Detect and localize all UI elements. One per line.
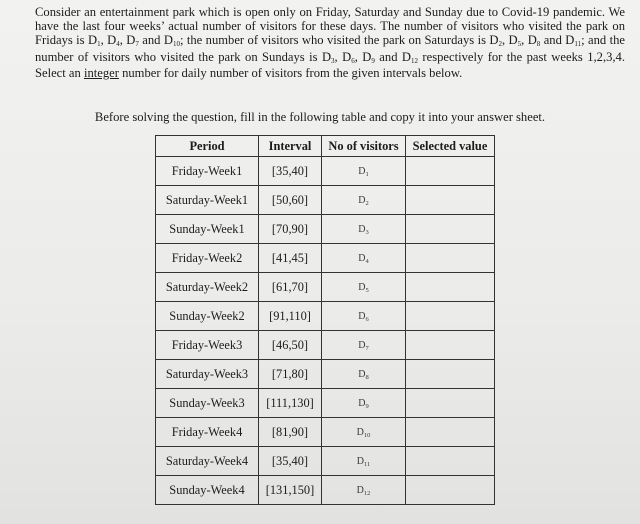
table-row: [156, 331, 495, 360]
visitor-subscript: 10: [363, 431, 371, 439]
interval-cell: [81,90]: [259, 418, 322, 447]
selected-value-cell[interactable]: [406, 302, 495, 331]
visitor-variable: D: [358, 310, 366, 322]
statement-text: Consider an entertainment park which is open only on Friday, Saturday and Sunday due to Covid-19 pandemic. We have the last four weeks’ actual number of visitors for these days. The number of visitors who visited the park on Fridays is D: [35, 5, 625, 48]
statement-text: number for daily number of visitors from the given intervals below.: [118, 65, 463, 80]
interval-cell: [61,70]: [259, 273, 322, 302]
visitors-cell: [322, 215, 406, 244]
visitor-variable: D: [358, 165, 366, 177]
visitors-cell: [322, 157, 406, 186]
visitor-variable: D: [356, 484, 364, 496]
period-cell: Saturday-Week4: [156, 447, 259, 476]
statement-text: , D: [119, 33, 136, 48]
table-row: [156, 302, 495, 331]
interval-cell: [50,60]: [259, 186, 322, 215]
statement-text: ; and the number of visitors who visited the park on Sundays is D: [35, 33, 625, 64]
visitor-subscript: 8: [365, 373, 369, 381]
statement-text: , D: [100, 33, 117, 48]
problem-statement: [35, 5, 625, 80]
subscript: 8: [536, 40, 541, 49]
selected-value-cell[interactable]: [406, 360, 495, 389]
period-cell: Sunday-Week4: [156, 476, 259, 505]
subscript: 7: [135, 40, 139, 49]
selected-value-cell[interactable]: [406, 215, 495, 244]
interval-cell: [35,40]: [259, 447, 322, 476]
table-row: [156, 360, 495, 389]
period-cell: Friday-Week4: [156, 418, 259, 447]
selected-value-cell[interactable]: [406, 157, 495, 186]
selected-value-cell[interactable]: [406, 476, 495, 505]
visitor-variable: D: [358, 368, 366, 380]
header-period: Period: [156, 136, 259, 157]
visitors-cell: [322, 331, 406, 360]
underlined-word: integer: [83, 65, 119, 80]
selected-value-cell[interactable]: [406, 273, 495, 302]
visitor-subscript: 3: [365, 228, 369, 236]
visitors-table: [155, 135, 495, 505]
interval-cell: [41,45]: [259, 244, 322, 273]
visitor-subscript: 4: [365, 257, 369, 265]
header-interval: Interval: [259, 136, 322, 157]
table-row: [156, 273, 495, 302]
selected-value-cell[interactable]: [406, 244, 495, 273]
subscript: 1: [97, 40, 101, 49]
visitor-variable: D: [358, 281, 366, 293]
visitors-cell: [322, 186, 406, 215]
statement-text: , D: [334, 49, 352, 64]
subscript: 12: [411, 56, 419, 65]
table-row: [156, 244, 495, 273]
subscript: 2: [498, 40, 502, 49]
visitors-cell: [322, 476, 406, 505]
visitor-variable: D: [358, 252, 366, 264]
period-cell: Saturday-Week2: [156, 273, 259, 302]
statement-text: and D: [540, 33, 575, 48]
visitor-variable: D: [358, 223, 366, 235]
subscript: 4: [116, 40, 120, 49]
visitors-cell: [322, 389, 406, 418]
period-cell: Sunday-Week2: [156, 302, 259, 331]
visitor-variable: D: [358, 397, 366, 409]
interval-cell: [111,130]: [259, 389, 322, 418]
table-row: [156, 215, 495, 244]
subscript: 10: [172, 40, 180, 49]
subscript: 6: [351, 56, 355, 65]
header-no-of-visitors: No of visitors: [322, 136, 406, 157]
interval-cell: [131,150]: [259, 476, 322, 505]
subscript: 3: [331, 56, 335, 65]
header-selected-value: Selected value: [406, 136, 495, 157]
selected-value-cell[interactable]: [406, 447, 495, 476]
table-row: [156, 418, 495, 447]
period-cell: Friday-Week3: [156, 331, 259, 360]
table-row: [156, 389, 495, 418]
visitors-cell: [322, 302, 406, 331]
visitor-subscript: 11: [363, 460, 371, 468]
statement-text: respectively for the past weeks 1,2,3,4. Select an: [35, 49, 625, 80]
period-cell: Sunday-Week3: [156, 389, 259, 418]
visitor-subscript: 12: [363, 489, 371, 497]
interval-cell: [46,50]: [259, 331, 322, 360]
period-cell: Sunday-Week1: [156, 215, 259, 244]
instruction-text: Before solving the question, fill in the following table and copy it into your answer sheet.: [94, 110, 546, 124]
interval-cell: [71,80]: [259, 360, 322, 389]
interval-cell: [70,90]: [259, 215, 322, 244]
subscript: 11: [574, 40, 582, 49]
statement-text: , D: [501, 33, 518, 48]
selected-value-cell[interactable]: [406, 389, 495, 418]
subscript: 9: [371, 56, 375, 65]
statement-text: and D: [138, 33, 173, 48]
table-row: [156, 186, 495, 215]
period-cell: Friday-Week1: [156, 157, 259, 186]
visitor-subscript: 9: [365, 402, 369, 410]
table-header-row: [156, 136, 495, 157]
visitors-cell: [322, 447, 406, 476]
visitor-variable: D: [358, 339, 366, 351]
statement-text: , D: [354, 49, 372, 64]
visitors-cell: [322, 360, 406, 389]
period-cell: Friday-Week2: [156, 244, 259, 273]
selected-value-cell[interactable]: [406, 331, 495, 360]
visitor-subscript: 7: [365, 344, 369, 352]
interval-cell: [35,40]: [259, 157, 322, 186]
visitor-variable: D: [358, 194, 366, 206]
period-cell: Saturday-Week1: [156, 186, 259, 215]
table-row: [156, 447, 495, 476]
visitor-subscript: 5: [365, 286, 369, 294]
statement-text: and D: [374, 49, 412, 64]
visitor-variable: D: [356, 455, 364, 467]
interval-cell: [91,110]: [259, 302, 322, 331]
period-cell: Saturday-Week3: [156, 360, 259, 389]
visitor-subscript: 2: [365, 199, 369, 207]
selected-value-cell[interactable]: [406, 186, 495, 215]
table-row: [156, 476, 495, 505]
visitors-cell: [322, 273, 406, 302]
visitors-cell: [322, 418, 406, 447]
visitors-cell: [322, 244, 406, 273]
visitor-subscript: 1: [365, 170, 369, 178]
table-body: [156, 157, 495, 505]
table-row: [156, 157, 495, 186]
subscript: 5: [517, 40, 522, 49]
visitor-subscript: 6: [365, 315, 369, 323]
statement-text: ; the number of visitors who visited the park on Saturdays is D: [179, 33, 499, 48]
selected-value-cell[interactable]: [406, 418, 495, 447]
visitor-variable: D: [356, 426, 364, 438]
statement-text: , D: [521, 33, 537, 48]
